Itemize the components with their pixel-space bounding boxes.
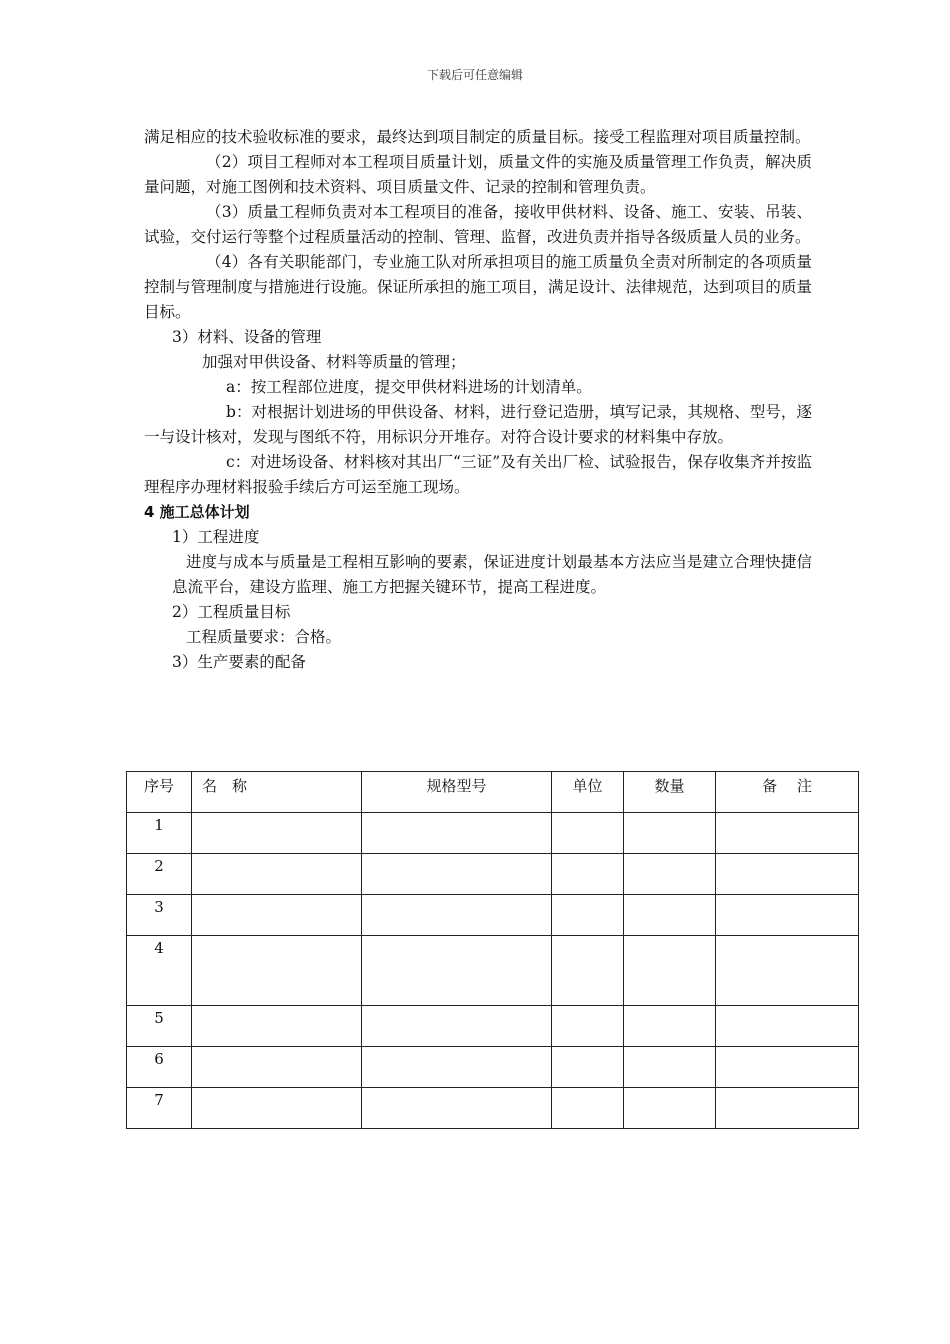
cell bbox=[624, 936, 716, 1006]
subheading: 3）材料、设备的管理 bbox=[172, 328, 322, 346]
cell bbox=[624, 854, 716, 895]
cell bbox=[362, 936, 552, 1006]
column-header-remarks: 备 注 bbox=[716, 772, 859, 813]
subheading: 3）生产要素的配备 bbox=[172, 653, 306, 671]
cell bbox=[192, 1047, 362, 1088]
table-row bbox=[127, 813, 859, 854]
resource-table bbox=[126, 771, 859, 1129]
cell bbox=[362, 1006, 552, 1047]
row-index: 5 bbox=[127, 1006, 192, 1047]
cell bbox=[192, 936, 362, 1006]
cell bbox=[552, 1088, 624, 1129]
table-row bbox=[127, 895, 859, 936]
table-row bbox=[127, 1088, 859, 1129]
column-header-quantity: 数量 bbox=[624, 772, 716, 813]
cell bbox=[552, 813, 624, 854]
column-header-name: 名 称 bbox=[192, 772, 362, 813]
row-index: 1 bbox=[127, 813, 192, 854]
paragraph: 加强对甲供设备、材料等质量的管理； bbox=[202, 353, 466, 371]
list-item: c：对进场设备、材料核对其出厂“三证”及有关出厂检、试验报告，保存收集齐并按监理程序办理材料报验手续后方可运至施工现场。 bbox=[144, 453, 812, 496]
cell bbox=[716, 813, 859, 854]
cell bbox=[552, 854, 624, 895]
table-row bbox=[127, 1047, 859, 1088]
row-index: 6 bbox=[127, 1047, 192, 1088]
cell bbox=[716, 1006, 859, 1047]
cell bbox=[716, 936, 859, 1006]
cell bbox=[552, 936, 624, 1006]
paragraph: 工程质量要求：合格。 bbox=[186, 628, 342, 646]
cell bbox=[362, 895, 552, 936]
section-heading: 4 施工总体计划 bbox=[144, 503, 250, 521]
cell bbox=[362, 1047, 552, 1088]
cell bbox=[552, 895, 624, 936]
cell bbox=[192, 813, 362, 854]
paragraph: 满足相应的技术验收标准的要求，最终达到项目制定的质量目标。接受工程监理对项目质量控制。 bbox=[144, 128, 811, 146]
cell bbox=[362, 854, 552, 895]
cell bbox=[716, 895, 859, 936]
cell bbox=[624, 895, 716, 936]
cell bbox=[192, 1088, 362, 1129]
column-header-spec: 规格型号 bbox=[362, 772, 552, 813]
column-header-index: 序号 bbox=[127, 772, 192, 813]
cell bbox=[624, 1047, 716, 1088]
row-index: 7 bbox=[127, 1088, 192, 1129]
paragraph: （3）质量工程师负责对本工程项目的准备，接收甲供材料、设备、施工、安装、吊装、试验，交付运行等整个过程质量活动的控制、管理、监督，改进负责并指导各级质量人员的业务。 bbox=[144, 203, 812, 246]
table-row bbox=[127, 1006, 859, 1047]
cell bbox=[362, 813, 552, 854]
cell bbox=[192, 1006, 362, 1047]
column-header-unit: 单位 bbox=[552, 772, 624, 813]
cell bbox=[192, 895, 362, 936]
cell bbox=[552, 1047, 624, 1088]
table-row bbox=[127, 854, 859, 895]
row-index: 4 bbox=[127, 936, 192, 1006]
subheading: 1）工程进度 bbox=[172, 528, 260, 546]
document-body bbox=[144, 125, 812, 675]
cell bbox=[552, 1006, 624, 1047]
paragraph: 进度与成本与质量是工程相互影响的要素，保证进度计划最基本方法应当是建立合理快捷信息流平台，建设方监理、施工方把握关键环节，提高工程进度。 bbox=[172, 553, 812, 596]
cell bbox=[716, 1047, 859, 1088]
paragraph: （2）项目工程师对本工程项目质量计划，质量文件的实施及质量管理工作负责，解决质量问题，对施工图例和技术资料、项目质量文件、记录的控制和管理负责。 bbox=[144, 153, 812, 196]
cell bbox=[716, 1088, 859, 1129]
row-index: 3 bbox=[127, 895, 192, 936]
cell bbox=[716, 854, 859, 895]
list-item: b：对根据计划进场的甲供设备、材料，进行登记造册，填写记录，其规格、型号，逐一与设计核对，发现与图纸不符，用标识分开堆存。对符合设计要求的材料集中存放。 bbox=[144, 403, 812, 446]
table-row bbox=[127, 936, 859, 1006]
subheading: 2）工程质量目标 bbox=[172, 603, 291, 621]
cell bbox=[192, 854, 362, 895]
table-header-row bbox=[127, 772, 859, 813]
list-item: a：按工程部位进度，提交甲供材料进场的计划清单。 bbox=[226, 378, 592, 396]
cell bbox=[624, 1088, 716, 1129]
cell bbox=[624, 1006, 716, 1047]
paragraph: （4）各有关职能部门，专业施工队对所承担项目的施工质量负全责对所制定的各项质量控制与管理制度与措施进行设施。保证所承担的施工项目，满足设计、法律规范，达到项目的质量目标。 bbox=[144, 253, 812, 321]
page-header: 下载后可任意编辑 bbox=[426, 68, 523, 82]
row-index: 2 bbox=[127, 854, 192, 895]
cell bbox=[624, 813, 716, 854]
cell bbox=[362, 1088, 552, 1129]
